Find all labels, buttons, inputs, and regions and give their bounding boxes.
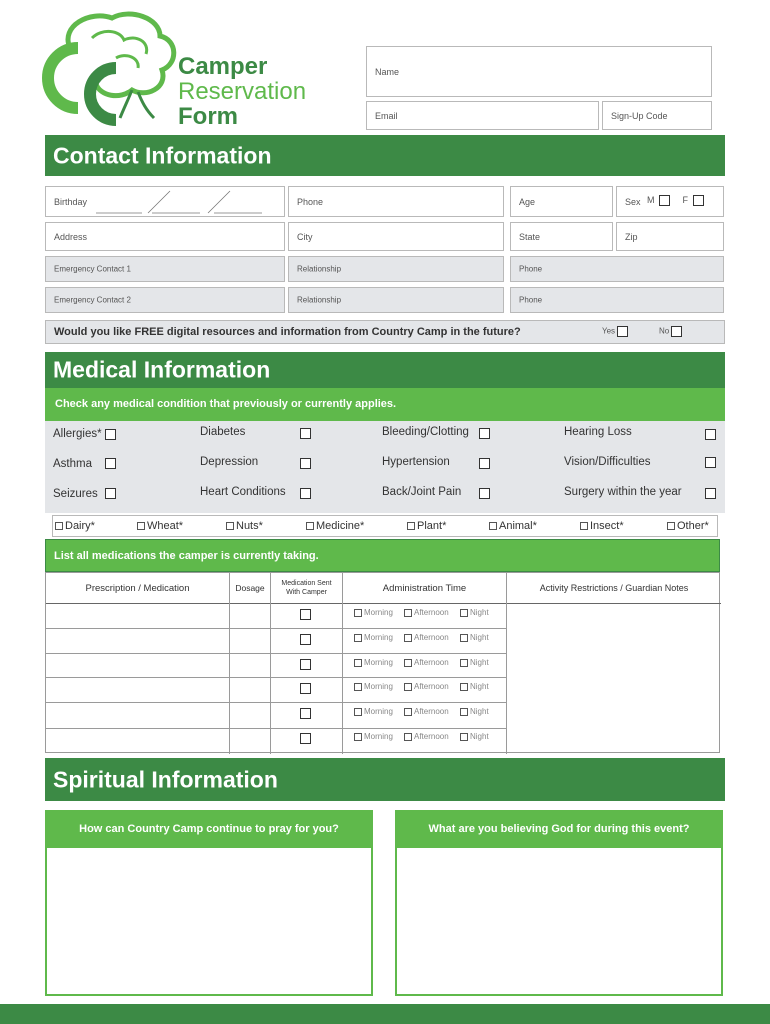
admin-time-option[interactable] (404, 658, 449, 667)
admin-time-label: Afternoon (414, 608, 449, 617)
relationship-1-label: Relationship (297, 264, 342, 274)
condition-asthma: Asthma (53, 458, 92, 470)
condition-seizures: Seizures (53, 488, 98, 500)
contact-header (45, 135, 725, 176)
emergency-contact-1-label: Emergency Contact 1 (54, 264, 131, 274)
admin-time-checkbox[interactable] (354, 683, 362, 691)
condition-bleeding: Bleeding/Clotting (382, 426, 469, 438)
admin-time-checkbox[interactable] (460, 609, 468, 617)
name-label: Name (375, 66, 400, 77)
admin-time-checkbox[interactable] (404, 609, 412, 617)
sex-label: Sex (625, 196, 641, 207)
sex-m-checkbox[interactable] (659, 195, 670, 206)
believing-question: What are you believing God for during this event? (428, 823, 690, 835)
med-sent-checkbox[interactable] (300, 659, 311, 670)
allergy-other[interactable] (667, 520, 709, 532)
allergy-insect-label: Insect* (590, 520, 624, 532)
emergency-contact-2-field[interactable] (45, 287, 285, 313)
spiritual-header (45, 758, 725, 801)
email-label: Email (375, 110, 398, 121)
sex-field (616, 186, 724, 217)
believing-box[interactable] (395, 810, 723, 996)
allergy-dairy[interactable] (55, 520, 95, 532)
med-sent-checkbox[interactable] (300, 708, 311, 719)
allergy-wheat[interactable] (137, 520, 183, 532)
admin-time-checkbox[interactable] (460, 733, 468, 741)
age-label: Age (519, 196, 536, 207)
prayer-box[interactable] (45, 810, 373, 996)
admin-time-checkbox[interactable] (404, 634, 412, 642)
med-sent-checkbox[interactable] (300, 733, 311, 744)
medical-instruction-bar (45, 388, 725, 421)
admin-time-option[interactable] (460, 707, 489, 716)
admin-time-label: Night (470, 608, 489, 617)
condition-seizures-checkbox[interactable] (105, 488, 116, 499)
admin-time-label: Night (470, 633, 489, 642)
relationship-2-label: Relationship (297, 295, 342, 305)
admin-time-option[interactable] (460, 658, 489, 667)
allergy-wheat-label: Wheat* (147, 520, 184, 532)
city-label: City (297, 231, 313, 242)
admin-time-label: Night (470, 707, 489, 716)
zip-label: Zip (625, 231, 638, 242)
admin-time-option[interactable] (354, 732, 393, 741)
admin-time-label: Afternoon (414, 732, 449, 741)
phone-label: Phone (297, 196, 324, 207)
emergency-phone-1-field[interactable] (510, 256, 724, 282)
condition-asthma-checkbox[interactable] (105, 458, 116, 469)
birthday-field[interactable] (45, 186, 285, 217)
med-sent-checkbox[interactable] (300, 683, 311, 694)
header-admin-time: Administration Time (382, 582, 467, 594)
condition-heart: Heart Conditions (200, 486, 286, 498)
admin-time-label: Afternoon (414, 682, 449, 691)
admin-time-option[interactable] (404, 608, 449, 617)
birthday-label: Birthday (54, 196, 88, 207)
admin-time-option[interactable] (404, 682, 449, 691)
prayer-question: How can Country Camp continue to pray for you? (79, 823, 339, 835)
admin-time-label: Night (470, 682, 489, 691)
header-med-sent (271, 573, 342, 603)
condition-allergies: Allergies* (53, 428, 102, 440)
allergy-animal[interactable] (489, 520, 537, 532)
admin-time-label: Morning (364, 732, 393, 741)
sex-m-label: M (647, 195, 655, 205)
condition-hearing-checkbox[interactable] (705, 429, 716, 440)
age-field[interactable] (510, 186, 613, 217)
condition-allergies-checkbox[interactable] (105, 429, 116, 440)
admin-time-checkbox[interactable] (404, 733, 412, 741)
condition-back-joint-checkbox[interactable] (479, 488, 490, 499)
admin-time-checkbox[interactable] (404, 659, 412, 667)
med-sent-checkbox[interactable] (300, 634, 311, 645)
name-field[interactable] (366, 46, 712, 97)
relationship-1-field[interactable] (288, 256, 504, 282)
header-med-sent-line1: Medication Sent (281, 580, 332, 587)
allergy-animal-label: Animal* (499, 520, 537, 532)
sex-f-checkbox[interactable] (693, 195, 704, 206)
allergy-nuts-label: Nuts* (236, 520, 263, 532)
admin-time-label: Morning (364, 658, 393, 667)
tree-cc-logo-icon (20, 8, 180, 133)
admin-time-option[interactable] (460, 732, 489, 741)
footer-bar (0, 1004, 770, 1024)
brand-title-line1: Camper (178, 53, 268, 80)
admin-time-checkbox[interactable] (354, 659, 362, 667)
admin-time-option[interactable] (354, 658, 393, 667)
email-field[interactable] (366, 101, 599, 130)
admin-time-checkbox[interactable] (460, 708, 468, 716)
state-field[interactable] (510, 222, 613, 251)
condition-back-joint: Back/Joint Pain (382, 486, 462, 498)
condition-surgery: Surgery within the year (564, 486, 682, 498)
allergy-plant[interactable] (407, 520, 446, 532)
admin-time-option[interactable] (404, 707, 449, 716)
admin-time-checkbox[interactable] (404, 683, 412, 691)
admin-time-option[interactable] (404, 633, 449, 642)
condition-vision-checkbox[interactable] (705, 457, 716, 468)
medical-title: Medical Information (53, 356, 271, 383)
allergy-nuts[interactable] (226, 520, 263, 532)
admin-time-label: Morning (364, 633, 393, 642)
resources-question-row (45, 320, 725, 344)
condition-depression: Depression (200, 456, 259, 468)
admin-time-checkbox[interactable] (354, 634, 362, 642)
admin-time-checkbox[interactable] (354, 733, 362, 741)
allergy-dairy-label: Dairy* (65, 520, 95, 532)
city-field[interactable] (288, 222, 504, 251)
phone-field[interactable] (288, 186, 504, 217)
signup-code-label: Sign-Up Code (611, 110, 668, 121)
admin-time-label: Afternoon (414, 633, 449, 642)
logo (20, 8, 180, 133)
emergency-phone-2-label: Phone (519, 295, 543, 305)
admin-time-option[interactable] (460, 682, 489, 691)
yes-label: Yes (602, 326, 616, 336)
sex-f-label: F (682, 195, 689, 205)
condition-diabetes-checkbox[interactable] (300, 428, 311, 439)
allergy-insect-checkbox[interactable] (580, 522, 588, 530)
header-restrictions: Activity Restrictions / Guardian Notes (539, 583, 689, 593)
relationship-2-field[interactable] (288, 287, 504, 313)
header-med-sent-line2: With Camper (286, 589, 327, 596)
admin-time-label: Morning (364, 707, 393, 716)
med-sent-checkbox[interactable] (300, 609, 311, 620)
condition-heart-checkbox[interactable] (300, 488, 311, 499)
allergy-medicine-checkbox[interactable] (306, 522, 314, 530)
condition-surgery-checkbox[interactable] (705, 488, 716, 499)
admin-time-label: Night (470, 658, 489, 667)
admin-time-checkbox[interactable] (404, 708, 412, 716)
allergy-plant-checkbox[interactable] (407, 522, 415, 530)
admin-time-option[interactable] (354, 682, 393, 691)
allergy-medicine-label: Medicine* (316, 520, 365, 532)
signup-code-field[interactable] (602, 101, 712, 130)
admin-time-label: Morning (364, 682, 393, 691)
medical-header (45, 352, 725, 388)
admin-time-label: Night (470, 732, 489, 741)
emergency-phone-2-field[interactable] (510, 287, 724, 313)
no-checkbox[interactable] (671, 326, 682, 337)
condition-vision: Vision/Difficulties (564, 456, 651, 468)
admin-time-checkbox[interactable] (460, 659, 468, 667)
condition-depression-checkbox[interactable] (300, 458, 311, 469)
resources-question: Would you like FREE digital resources and information from Country Camp in the future? (54, 326, 521, 338)
header-dosage: Dosage (235, 583, 265, 593)
admin-time-option[interactable] (460, 633, 489, 642)
emergency-contact-2-label: Emergency Contact 2 (54, 295, 131, 305)
admin-time-label: Afternoon (414, 707, 449, 716)
date-slashes (94, 189, 284, 216)
meds-instruction: List all medications the camper is currently taking. (54, 550, 319, 562)
admin-time-checkbox[interactable] (354, 708, 362, 716)
yes-checkbox[interactable] (617, 326, 628, 337)
allergy-dairy-checkbox[interactable] (55, 522, 63, 530)
admin-time-option[interactable] (354, 633, 393, 642)
brand-title-line3: Form (178, 103, 238, 130)
state-label: State (519, 231, 541, 242)
medical-instruction: Check any medical condition that previously or currently applies. (55, 398, 397, 410)
condition-hypertension: Hypertension (382, 456, 450, 468)
address-label: Address (54, 231, 88, 242)
emergency-phone-1-label: Phone (519, 264, 543, 274)
condition-hypertension-checkbox[interactable] (479, 458, 490, 469)
admin-time-checkbox[interactable] (460, 634, 468, 642)
address-field[interactable] (45, 222, 285, 251)
admin-time-option[interactable] (404, 732, 449, 741)
condition-diabetes: Diabetes (200, 426, 246, 438)
contact-title: Contact Information (53, 142, 272, 168)
admin-time-option[interactable] (460, 608, 489, 617)
admin-time-label: Afternoon (414, 658, 449, 667)
allergy-other-checkbox[interactable] (667, 522, 675, 530)
admin-time-checkbox[interactable] (460, 683, 468, 691)
admin-time-label: Morning (364, 608, 393, 617)
no-label: No (659, 326, 670, 336)
condition-bleeding-checkbox[interactable] (479, 428, 490, 439)
spiritual-title: Spiritual Information (53, 766, 278, 792)
header-prescription: Prescription / Medication (85, 582, 190, 594)
allergy-medicine[interactable] (306, 520, 364, 532)
meds-instruction-bar (45, 539, 720, 572)
condition-hearing: Hearing Loss (564, 426, 632, 438)
brand-title (178, 54, 306, 129)
allergy-insect[interactable] (580, 520, 624, 532)
admin-time-checkbox[interactable] (354, 609, 362, 617)
allergy-wheat-checkbox[interactable] (137, 522, 145, 530)
admin-time-option[interactable] (354, 608, 393, 617)
brand-title-line2: Reservation (178, 78, 307, 105)
allergy-nuts-checkbox[interactable] (226, 522, 234, 530)
allergy-animal-checkbox[interactable] (489, 522, 497, 530)
zip-field[interactable] (616, 222, 724, 251)
allergy-other-label: Other* (677, 520, 709, 532)
allergy-plant-label: Plant* (417, 520, 447, 532)
emergency-contact-1-field[interactable] (45, 256, 285, 282)
admin-time-option[interactable] (354, 707, 393, 716)
